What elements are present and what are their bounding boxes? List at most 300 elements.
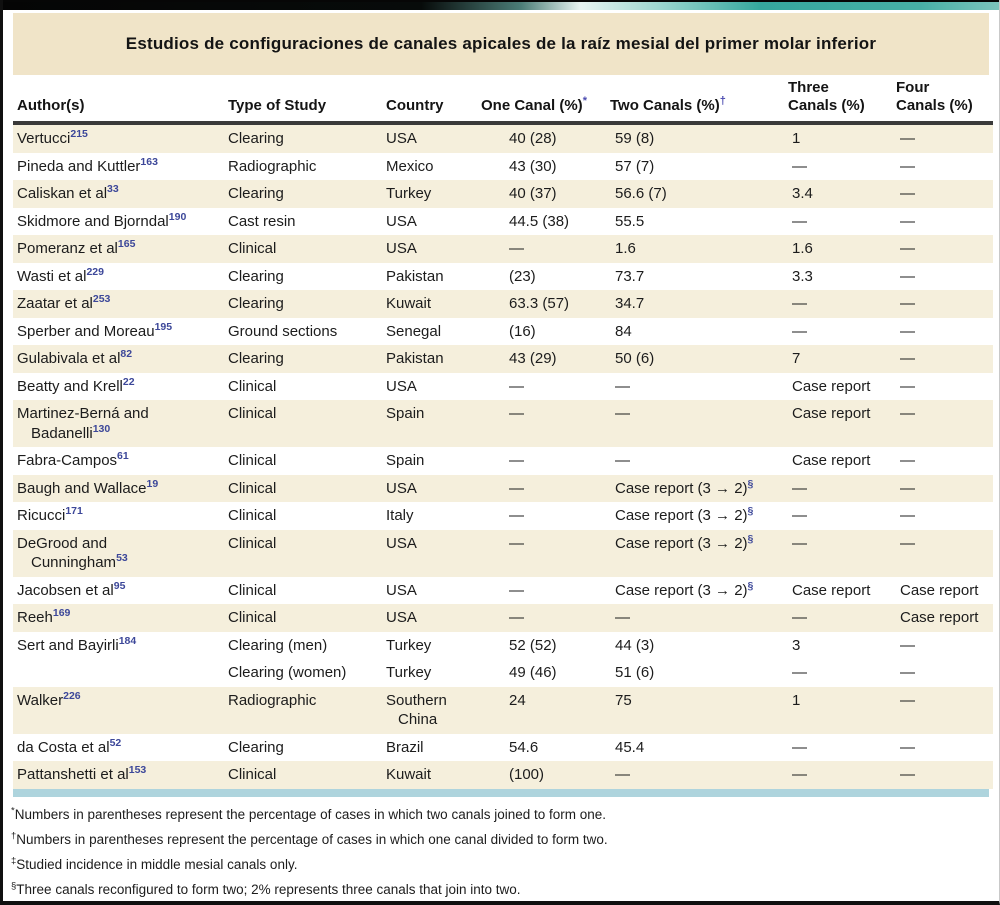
- cell-one-canal: [481, 734, 610, 762]
- cell-author: [13, 632, 228, 660]
- four-canals-value: —: [900, 350, 915, 367]
- cell-author: [13, 734, 228, 762]
- country-value: Brazil: [386, 738, 424, 756]
- cell-one-canal: [481, 632, 610, 660]
- author-name: Cunningham: [31, 554, 117, 571]
- title-band: [13, 13, 989, 75]
- one-canal-value: 44.5 (38): [509, 212, 570, 230]
- two-canals-value: Case report (3 → 2): [615, 507, 748, 524]
- two-canals-value: —: [615, 609, 630, 626]
- two-canals-value: —: [615, 452, 630, 469]
- study-type-value: Clinical: [228, 534, 277, 552]
- cell-type-of-study: [228, 761, 386, 789]
- cell-one-canal: [481, 345, 610, 373]
- cell-three-canals: [788, 180, 896, 208]
- cell-one-canal: [481, 687, 610, 734]
- cell-three-canals: [788, 400, 896, 447]
- table-row: [13, 345, 993, 373]
- cell-two-canals: [610, 659, 788, 687]
- one-canal-value: (16): [509, 322, 536, 340]
- cell-author: [13, 577, 228, 605]
- cell-three-canals: [788, 687, 896, 734]
- study-type-value: Radiographic: [228, 691, 317, 709]
- one-canal-value: (23): [509, 267, 536, 285]
- study-type-value: Clearing: [228, 267, 284, 285]
- col-header-three-canals: Three Canals (%): [788, 79, 865, 114]
- study-type-value: Clinical: [228, 479, 277, 497]
- cell-author: [13, 345, 228, 373]
- cell-two-canals: [610, 577, 788, 605]
- cell-three-canals: [788, 632, 896, 660]
- footnote-marker: *: [11, 805, 15, 816]
- study-type-value: Clearing: [228, 295, 284, 312]
- author-name: Sert and Bayirli: [17, 636, 119, 654]
- three-canals-value: —: [792, 212, 807, 230]
- cell-author: [13, 604, 228, 632]
- col-header-type-of-study: Type of Study: [228, 97, 327, 114]
- cell-four-canals: [896, 734, 993, 762]
- cell-four-canals: [896, 235, 993, 263]
- cell-type-of-study: [228, 687, 386, 734]
- reference-number: 171: [65, 505, 83, 517]
- cell-three-canals: [788, 318, 896, 346]
- cell-country: [386, 123, 481, 153]
- four-canals-value: —: [900, 691, 915, 709]
- cell-four-canals: [896, 447, 993, 475]
- author-name: Baugh and Wallace: [17, 479, 147, 497]
- cell-type-of-study: [228, 180, 386, 208]
- one-canal-value: —: [509, 377, 524, 395]
- author-name: Vertucci: [17, 130, 71, 147]
- one-canal-value: 54.6: [509, 738, 539, 756]
- col-header-one-canal: One Canal (%)*: [481, 95, 587, 114]
- cell-three-canals: [788, 123, 896, 153]
- footnote-marker: †: [11, 830, 17, 841]
- three-canals-value: —: [792, 766, 807, 783]
- one-canal-value: 40 (28): [509, 130, 557, 147]
- study-type-value: Clearing: [228, 130, 284, 147]
- table-row: [13, 577, 993, 605]
- reference-number: 130: [92, 422, 111, 435]
- country-value: Turkey: [386, 185, 432, 202]
- reference-number: 52: [109, 736, 122, 749]
- three-canals-value: —: [792, 738, 807, 756]
- four-canals-value: —: [900, 738, 915, 756]
- cell-two-canals: [610, 235, 788, 263]
- four-canals-value: —: [900, 295, 915, 312]
- cell-four-canals: [896, 208, 993, 236]
- four-canals-value: Case report: [900, 581, 979, 599]
- cell-country: [386, 345, 481, 373]
- cell-two-canals: [610, 208, 788, 236]
- cell-type-of-study: [228, 577, 386, 605]
- cell-three-canals: [788, 734, 896, 762]
- cell-type-of-study: [228, 263, 386, 291]
- author-name: Reeh: [17, 609, 53, 626]
- top-gradient-band: [3, 0, 999, 10]
- country-value: USA: [386, 240, 417, 257]
- cell-one-canal: [481, 263, 610, 291]
- section-marker: §: [747, 505, 754, 517]
- cell-three-canals: [788, 153, 896, 181]
- cell-one-canal: [481, 659, 610, 687]
- author-name-line2: [17, 553, 226, 573]
- section-marker: §: [747, 579, 754, 592]
- three-canals-value: —: [792, 479, 807, 497]
- cell-three-canals: [788, 447, 896, 475]
- cell-type-of-study: [228, 475, 386, 503]
- study-type-value: Clinical: [228, 240, 277, 257]
- cell-type-of-study: [228, 659, 386, 687]
- country-value: USA: [386, 130, 417, 147]
- four-canals-value: —: [900, 130, 915, 147]
- study-type-value: Clearing: [228, 350, 284, 367]
- table-row: [13, 659, 993, 687]
- two-canals-value: 84: [615, 322, 632, 340]
- cell-one-canal: [481, 400, 610, 447]
- country-value: Pakistan: [386, 267, 444, 285]
- cell-author: [13, 373, 228, 401]
- cell-three-canals: [788, 263, 896, 291]
- cell-four-canals: [896, 475, 993, 503]
- cell-one-canal: [481, 502, 610, 530]
- dagger-marker: †: [719, 95, 726, 107]
- cell-author: [13, 475, 228, 503]
- country-value: China: [398, 711, 438, 728]
- two-canals-value: 75: [615, 691, 632, 709]
- cell-type-of-study: [228, 373, 386, 401]
- three-canals-value: —: [792, 534, 807, 552]
- author-name: Martinez-Berná and: [17, 405, 149, 422]
- study-type-value: Clinical: [228, 452, 277, 469]
- cell-author: [13, 180, 228, 208]
- footnote-double-dagger: ‡Studied incidence in middle mesial canals only.: [11, 855, 298, 872]
- three-canals-value: —: [792, 507, 807, 524]
- cell-country: [386, 235, 481, 263]
- author-name: Gulabivala et al: [17, 350, 121, 367]
- one-canal-value: —: [509, 240, 524, 257]
- reference-number: 195: [154, 320, 173, 333]
- country-line2: [386, 710, 479, 730]
- table-row: [13, 687, 993, 734]
- cell-four-canals: [896, 180, 993, 208]
- cell-four-canals: [896, 373, 993, 401]
- four-canals-value: —: [900, 405, 915, 422]
- footnote-marker: §: [11, 880, 17, 891]
- one-canal-value: 49 (46): [509, 664, 557, 681]
- table-row: [13, 123, 993, 153]
- cell-four-canals: [896, 290, 993, 318]
- study-type-value: Clearing: [228, 185, 284, 202]
- author-name: Sperber and Moreau: [17, 322, 155, 340]
- cell-country: [386, 153, 481, 181]
- one-canal-value: 63.3 (57): [509, 295, 570, 312]
- cell-three-canals: [788, 235, 896, 263]
- table-row: [13, 447, 993, 475]
- author-name: Beatty and Krell: [17, 377, 123, 395]
- asterisk-marker: *: [582, 95, 587, 107]
- study-type-value: Clinical: [228, 766, 277, 783]
- country-value: USA: [386, 212, 417, 230]
- table-row: [13, 530, 993, 577]
- table-body: [13, 123, 993, 789]
- three-canals-value: 1.6: [792, 240, 813, 257]
- col-header-four-canals: Four Canals (%): [896, 79, 973, 114]
- cell-three-canals: [788, 530, 896, 577]
- cell-two-canals: [610, 734, 788, 762]
- cell-three-canals: [788, 659, 896, 687]
- four-canals-value: —: [900, 664, 915, 681]
- cell-four-canals: [896, 577, 993, 605]
- cell-two-canals: [610, 687, 788, 734]
- cell-country: [386, 263, 481, 291]
- country-value: Kuwait: [386, 766, 432, 783]
- country-value: Italy: [386, 507, 414, 524]
- author-name: DeGrood and: [17, 534, 108, 552]
- cell-two-canals: [610, 530, 788, 577]
- cell-author: [13, 318, 228, 346]
- footnote-dagger: †Numbers in parentheses represent the percentage of cases in which one canal divided to form two.: [11, 830, 608, 847]
- cell-country: [386, 502, 481, 530]
- author-name: Zaatar et al: [17, 295, 93, 312]
- four-canals-value: —: [900, 479, 915, 497]
- country-value: USA: [386, 609, 417, 626]
- cell-author: [13, 659, 228, 687]
- four-canals-value: —: [900, 636, 915, 654]
- three-canals-value: —: [792, 295, 807, 312]
- cell-three-canals: [788, 373, 896, 401]
- three-canals-value: Case report: [792, 452, 871, 469]
- study-type-value: Clinical: [228, 609, 277, 626]
- study-table: [13, 75, 993, 789]
- table-row: [13, 761, 993, 789]
- table-row: [13, 373, 993, 401]
- cell-two-canals: [610, 345, 788, 373]
- cell-three-canals: [788, 604, 896, 632]
- three-canals-value: —: [792, 609, 807, 626]
- cell-type-of-study: [228, 632, 386, 660]
- cell-one-canal: [481, 373, 610, 401]
- country-value: USA: [386, 581, 417, 599]
- two-canals-value: 59 (8): [615, 130, 655, 147]
- cell-type-of-study: [228, 123, 386, 153]
- cell-country: [386, 475, 481, 503]
- cell-four-canals: [896, 687, 993, 734]
- reference-number: 19: [146, 477, 159, 490]
- cell-country: [386, 290, 481, 318]
- cell-two-canals: [610, 502, 788, 530]
- cell-type-of-study: [228, 530, 386, 577]
- cell-four-canals: [896, 761, 993, 789]
- cell-one-canal: [481, 235, 610, 263]
- three-canals-value: 1: [792, 130, 801, 147]
- reference-number: 82: [120, 348, 133, 360]
- author-name: Fabra-Campos: [17, 452, 118, 469]
- cell-type-of-study: [228, 734, 386, 762]
- cell-one-canal: [481, 290, 610, 318]
- cell-country: [386, 208, 481, 236]
- reference-number: 190: [168, 210, 187, 223]
- three-canals-value: Case report: [792, 581, 871, 599]
- cell-author: [13, 290, 228, 318]
- cell-country: [386, 530, 481, 577]
- one-canal-value: 43 (30): [509, 157, 557, 175]
- table-row: [13, 632, 993, 660]
- cell-author: [13, 502, 228, 530]
- table-row: [13, 475, 993, 503]
- reference-number: 165: [117, 238, 136, 250]
- one-canal-value: 40 (37): [509, 185, 557, 202]
- country-value: Spain: [386, 452, 425, 469]
- country-value: USA: [386, 377, 417, 395]
- author-name: Pomeranz et al: [17, 240, 118, 257]
- one-canal-value: 52 (52): [509, 636, 557, 654]
- two-canals-value: 50 (6): [615, 350, 655, 367]
- cell-one-canal: [481, 318, 610, 346]
- one-canal-value: —: [509, 405, 524, 422]
- author-name: Caliskan et al: [17, 185, 108, 202]
- col-header-two-canals: Two Canals (%)†: [610, 95, 726, 114]
- cell-one-canal: [481, 447, 610, 475]
- country-value: Kuwait: [386, 295, 432, 312]
- country-value: USA: [386, 534, 417, 552]
- cell-three-canals: [788, 577, 896, 605]
- table-row: [13, 208, 993, 236]
- cell-author: [13, 447, 228, 475]
- cell-four-canals: [896, 604, 993, 632]
- col-header-authors: Author(s): [17, 97, 85, 114]
- cell-country: [386, 761, 481, 789]
- cell-author: [13, 153, 228, 181]
- three-canals-value: —: [792, 322, 807, 340]
- two-canals-value: 44 (3): [615, 636, 655, 654]
- reference-number: 153: [128, 764, 147, 776]
- cell-author: [13, 235, 228, 263]
- country-value: USA: [386, 479, 417, 497]
- cell-two-canals: [610, 761, 788, 789]
- country-value: Mexico: [386, 157, 434, 175]
- cell-three-canals: [788, 761, 896, 789]
- cell-type-of-study: [228, 153, 386, 181]
- cell-two-canals: [610, 290, 788, 318]
- country-value: Southern: [386, 691, 447, 709]
- reference-number: 53: [116, 552, 128, 564]
- one-canal-value: —: [509, 581, 524, 599]
- cell-one-canal: [481, 761, 610, 789]
- cell-four-canals: [896, 502, 993, 530]
- cell-two-canals: [610, 373, 788, 401]
- table-header: [13, 75, 993, 123]
- one-canal-value: —: [509, 507, 524, 524]
- reference-number: 163: [140, 155, 158, 168]
- study-type-value: Clinical: [228, 507, 277, 524]
- cell-three-canals: [788, 290, 896, 318]
- cell-author: [13, 761, 228, 789]
- cell-one-canal: [481, 475, 610, 503]
- reference-number: 61: [117, 450, 129, 462]
- author-name: Pineda and Kuttler: [17, 157, 141, 175]
- table-row: [13, 318, 993, 346]
- four-canals-value: —: [900, 452, 915, 469]
- cell-four-canals: [896, 318, 993, 346]
- reference-number: 215: [70, 128, 88, 140]
- two-canals-value: 34.7: [615, 295, 645, 312]
- cell-country: [386, 447, 481, 475]
- col-header-country: Country: [386, 97, 444, 114]
- three-canals-value: Case report: [792, 405, 871, 422]
- cell-author: [13, 530, 228, 577]
- table-row: [13, 502, 993, 530]
- cell-one-canal: [481, 208, 610, 236]
- two-canals-value: Case report (3 → 2): [615, 534, 748, 552]
- cell-two-canals: [610, 180, 788, 208]
- study-type-value: Clinical: [228, 377, 277, 395]
- country-value: Pakistan: [386, 350, 444, 367]
- cell-four-canals: [896, 263, 993, 291]
- author-name: Skidmore and Bjorndal: [17, 212, 169, 230]
- cell-type-of-study: [228, 447, 386, 475]
- two-canals-value: —: [615, 766, 630, 783]
- cell-type-of-study: [228, 290, 386, 318]
- cell-author: [13, 687, 228, 734]
- cell-four-canals: [896, 345, 993, 373]
- cell-country: [386, 659, 481, 687]
- two-canals-value: 45.4: [615, 738, 645, 756]
- study-type-value: Cast resin: [228, 212, 296, 230]
- cell-one-canal: [481, 180, 610, 208]
- country-value: Senegal: [386, 322, 442, 340]
- header-row: [13, 75, 993, 123]
- author-name: Wasti et al: [17, 267, 87, 285]
- footnote-asterisk: *Numbers in parentheses represent the percentage of cases in which two canals joined to form one.: [11, 805, 607, 822]
- cell-type-of-study: [228, 400, 386, 447]
- two-canals-value: 73.7: [615, 267, 645, 285]
- footnotes: [11, 807, 989, 897]
- author-name: Pattanshetti et al: [17, 766, 129, 783]
- cell-author: [13, 263, 228, 291]
- cell-type-of-study: [228, 502, 386, 530]
- one-canal-value: 43 (29): [509, 350, 557, 367]
- reference-number: 184: [118, 634, 137, 647]
- one-canal-value: —: [509, 479, 524, 497]
- reference-number: 22: [122, 375, 135, 388]
- table-row: [13, 290, 993, 318]
- author-name: Walker: [17, 691, 64, 709]
- study-type-value: Clearing (women): [228, 664, 347, 681]
- cell-type-of-study: [228, 318, 386, 346]
- four-canals-value: —: [900, 322, 915, 340]
- cell-two-canals: [610, 263, 788, 291]
- country-value: Spain: [386, 405, 425, 422]
- one-canal-value: —: [509, 452, 524, 469]
- footnote-section: §Three canals reconfigured to form two; 2% represents three canals that join into two.: [11, 880, 521, 897]
- two-canals-value: Case report (3 → 2): [615, 581, 748, 599]
- study-type-value: Clearing: [228, 738, 284, 756]
- cell-two-canals: [610, 475, 788, 503]
- author-name: da Costa et al: [17, 738, 110, 756]
- study-type-value: Clinical: [228, 405, 277, 422]
- cell-country: [386, 687, 481, 734]
- cell-two-canals: [610, 604, 788, 632]
- four-canals-value: —: [900, 267, 915, 285]
- table-row: [13, 263, 993, 291]
- table-row: [13, 400, 993, 447]
- study-type-value: Radiographic: [228, 157, 317, 175]
- author-name: Jacobsen et al: [17, 581, 114, 599]
- table-row: [13, 604, 993, 632]
- country-value: Turkey: [386, 636, 432, 654]
- cell-country: [386, 400, 481, 447]
